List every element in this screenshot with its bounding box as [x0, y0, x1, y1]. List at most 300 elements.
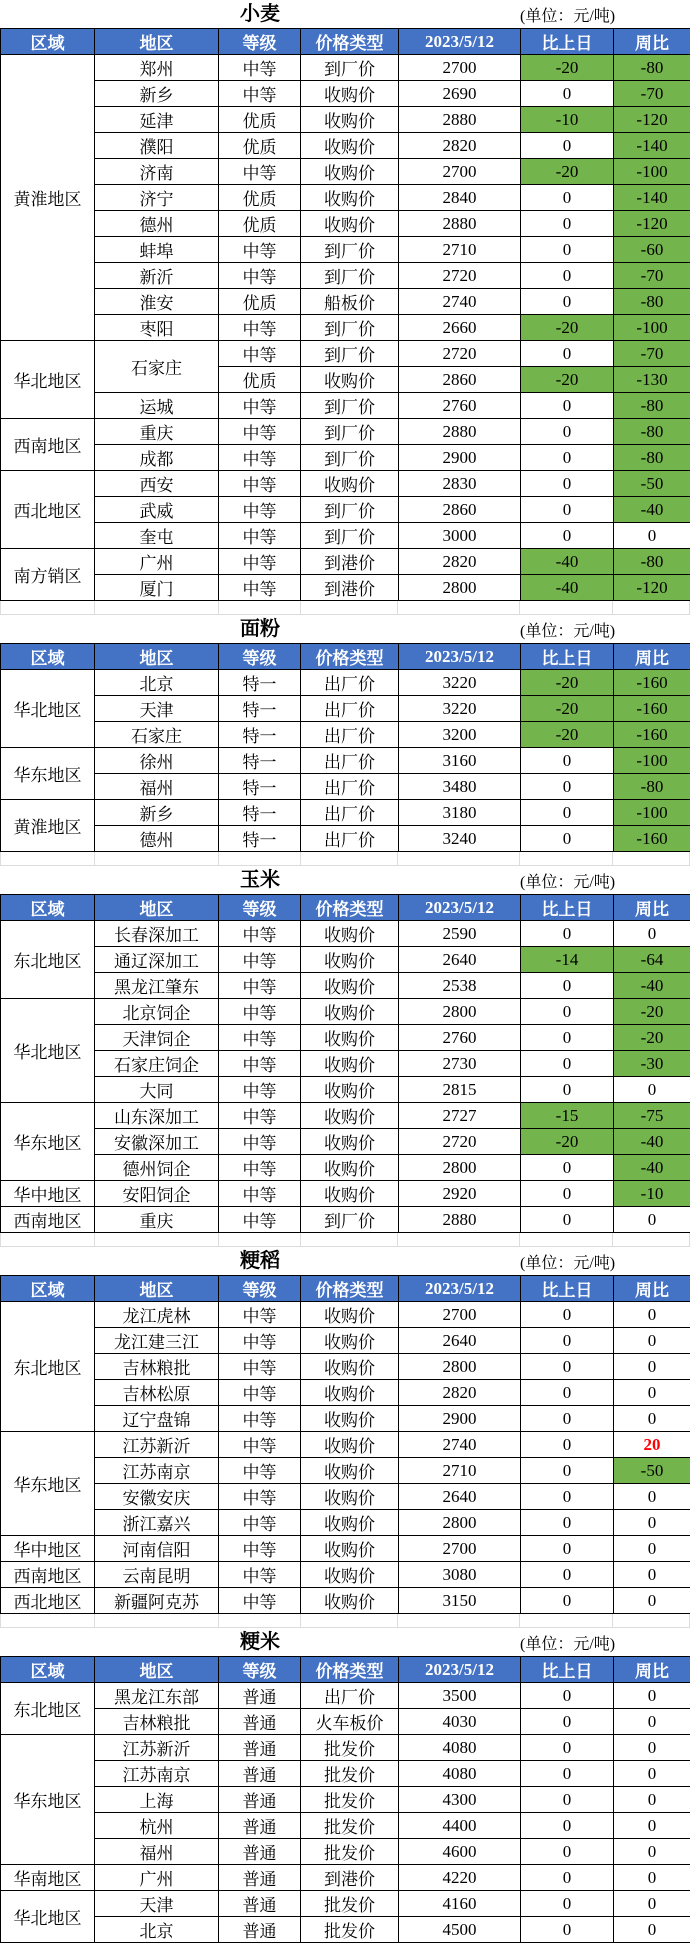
grade-cell: 中等	[219, 445, 301, 471]
region-cell: 黄淮地区	[1, 800, 95, 852]
grade-cell: 中等	[219, 1129, 301, 1155]
week-change-cell: -70	[614, 81, 690, 107]
day-change-cell: 0	[521, 1735, 614, 1761]
price-cell: 2800	[399, 999, 521, 1025]
price-table	[0, 1656, 690, 1943]
price-table-section	[0, 1628, 690, 1943]
spacer-cell	[301, 601, 399, 614]
table-row	[1, 1103, 690, 1129]
table-spacer	[0, 852, 690, 866]
day-change-cell: 0	[521, 1891, 614, 1917]
location-cell: 龙江建三江	[95, 1328, 219, 1354]
price-type-cell: 船板价	[301, 289, 399, 315]
price-cell: 2727	[399, 1103, 521, 1129]
price-type-cell: 收购价	[301, 973, 399, 999]
day-change-cell: 0	[521, 133, 614, 159]
table-row	[1, 341, 690, 367]
location-cell: 蚌埠	[95, 237, 219, 263]
day-change-cell: 0	[521, 1813, 614, 1839]
price-cell: 2690	[399, 81, 521, 107]
table-row	[1, 1536, 690, 1562]
day-change-cell: 0	[521, 774, 614, 800]
day-change-cell: 0	[521, 1865, 614, 1891]
price-type-cell: 收购价	[301, 1484, 399, 1510]
table-row	[1, 185, 690, 211]
price-cell: 2820	[399, 549, 521, 575]
table-row	[1, 55, 690, 81]
table-row	[1, 1839, 690, 1865]
day-change-cell: -20	[521, 159, 614, 185]
day-change-cell: 0	[521, 1787, 614, 1813]
location-cell: 福州	[95, 1839, 219, 1865]
day-change-cell: 0	[521, 1536, 614, 1562]
week-change-cell: -80	[614, 445, 690, 471]
week-change-cell: -40	[614, 1129, 690, 1155]
column-header-2: 等级	[219, 29, 301, 55]
week-change-cell: -50	[614, 471, 690, 497]
price-cell: 2590	[399, 921, 521, 947]
table-row	[1, 1683, 690, 1709]
column-header-6: 周比	[614, 29, 690, 55]
week-change-cell: -80	[614, 549, 690, 575]
region-cell: 华北地区	[1, 1891, 95, 1943]
price-type-cell: 出厂价	[301, 826, 399, 852]
price-type-cell: 收购价	[301, 1458, 399, 1484]
table-row	[1, 800, 690, 826]
location-cell: 江苏南京	[95, 1458, 219, 1484]
table-row	[1, 315, 690, 341]
location-cell: 安徽深加工	[95, 1129, 219, 1155]
price-cell: 4600	[399, 1839, 521, 1865]
table-row	[1, 973, 690, 999]
price-cell: 2800	[399, 1354, 521, 1380]
week-change-cell: -10	[614, 1181, 690, 1207]
table-row	[1, 1709, 690, 1735]
price-cell: 2830	[399, 471, 521, 497]
price-cell: 2860	[399, 497, 521, 523]
location-cell: 新疆阿克苏	[95, 1588, 219, 1614]
week-change-cell: -80	[614, 393, 690, 419]
price-type-cell: 火车板价	[301, 1709, 399, 1735]
price-type-cell: 收购价	[301, 947, 399, 973]
day-change-cell: -15	[521, 1103, 614, 1129]
location-cell: 枣阳	[95, 315, 219, 341]
price-cell: 2700	[399, 55, 521, 81]
price-cell: 4080	[399, 1735, 521, 1761]
week-change-cell: -80	[614, 55, 690, 81]
week-change-cell: -20	[614, 999, 690, 1025]
column-header-3: 价格类型	[301, 1276, 399, 1302]
price-cell: 2840	[399, 185, 521, 211]
location-cell: 杭州	[95, 1813, 219, 1839]
table-row	[1, 670, 690, 696]
table-title-row	[0, 866, 690, 894]
day-change-cell: -20	[521, 367, 614, 393]
grade-cell: 普通	[219, 1813, 301, 1839]
location-cell: 安阳饲企	[95, 1181, 219, 1207]
grade-cell: 普通	[219, 1865, 301, 1891]
week-change-cell: -100	[614, 748, 690, 774]
price-cell: 4300	[399, 1787, 521, 1813]
unit-label: (单位：元/吨)	[520, 1631, 690, 1654]
week-change-cell: 0	[614, 1328, 690, 1354]
price-type-cell: 收购价	[301, 1051, 399, 1077]
grade-cell: 中等	[219, 81, 301, 107]
day-change-cell: 0	[521, 921, 614, 947]
column-header-0: 区域	[1, 1657, 95, 1683]
grade-cell: 中等	[219, 947, 301, 973]
table-row	[1, 921, 690, 947]
column-header-6: 周比	[614, 1276, 690, 1302]
spacer-cell	[219, 852, 301, 865]
column-header-5: 比上日	[521, 1276, 614, 1302]
location-cell: 新乡	[95, 800, 219, 826]
grade-cell: 中等	[219, 1588, 301, 1614]
grade-cell: 特一	[219, 800, 301, 826]
week-change-cell: -160	[614, 826, 690, 852]
price-cell: 2740	[399, 1432, 521, 1458]
spacer-cell	[398, 852, 520, 865]
price-table-section	[0, 615, 690, 852]
price-type-cell: 到厂价	[301, 237, 399, 263]
day-change-cell: 0	[521, 1077, 614, 1103]
column-header-1: 地区	[95, 1657, 219, 1683]
grade-cell: 中等	[219, 341, 301, 367]
table-row	[1, 1051, 690, 1077]
week-change-cell: 0	[614, 1207, 690, 1233]
day-change-cell: 0	[521, 341, 614, 367]
table-row	[1, 1813, 690, 1839]
day-change-cell: 0	[521, 1302, 614, 1328]
day-change-cell: -20	[521, 696, 614, 722]
price-type-cell: 收购价	[301, 211, 399, 237]
grade-cell: 中等	[219, 55, 301, 81]
location-cell: 山东深加工	[95, 1103, 219, 1129]
table-row	[1, 471, 690, 497]
grade-cell: 中等	[219, 1380, 301, 1406]
price-cell: 2800	[399, 1155, 521, 1181]
spacer-cell	[219, 1233, 301, 1246]
location-cell: 新沂	[95, 263, 219, 289]
price-type-cell: 收购价	[301, 921, 399, 947]
grade-cell: 优质	[219, 107, 301, 133]
location-cell: 上海	[95, 1787, 219, 1813]
location-cell: 北京	[95, 670, 219, 696]
week-change-cell: -120	[614, 575, 690, 601]
grade-cell: 优质	[219, 367, 301, 393]
price-type-cell: 批发价	[301, 1839, 399, 1865]
grade-cell: 中等	[219, 1051, 301, 1077]
price-type-cell: 出厂价	[301, 1683, 399, 1709]
week-change-cell: -30	[614, 1051, 690, 1077]
spacer-cell	[0, 852, 95, 865]
week-change-cell: 0	[614, 1865, 690, 1891]
week-change-cell: 0	[614, 1588, 690, 1614]
table-row	[1, 1787, 690, 1813]
grade-cell: 特一	[219, 722, 301, 748]
price-cell: 2815	[399, 1077, 521, 1103]
day-change-cell: 0	[521, 1354, 614, 1380]
price-cell: 2640	[399, 947, 521, 973]
day-change-cell: 0	[521, 185, 614, 211]
table-row	[1, 1562, 690, 1588]
spacer-cell	[398, 601, 520, 614]
spacer-cell	[95, 1614, 219, 1627]
day-change-cell: 0	[521, 1484, 614, 1510]
price-type-cell: 到厂价	[301, 393, 399, 419]
price-type-cell: 收购价	[301, 159, 399, 185]
price-cell: 2700	[399, 1536, 521, 1562]
price-cell: 2640	[399, 1328, 521, 1354]
grade-cell: 特一	[219, 670, 301, 696]
grade-cell: 优质	[219, 211, 301, 237]
price-table	[0, 894, 690, 1233]
price-type-cell: 批发价	[301, 1813, 399, 1839]
location-cell: 西安	[95, 471, 219, 497]
grade-cell: 特一	[219, 774, 301, 800]
price-cell: 3180	[399, 800, 521, 826]
table-row	[1, 289, 690, 315]
table-title: 玉米	[0, 866, 520, 894]
table-row	[1, 419, 690, 445]
day-change-cell: 0	[521, 826, 614, 852]
price-type-cell: 出厂价	[301, 696, 399, 722]
price-cell: 2660	[399, 315, 521, 341]
price-type-cell: 批发价	[301, 1917, 399, 1943]
price-cell: 4220	[399, 1865, 521, 1891]
week-change-cell: 0	[614, 1839, 690, 1865]
day-change-cell: 0	[521, 1207, 614, 1233]
column-header-3: 价格类型	[301, 895, 399, 921]
day-change-cell: -14	[521, 947, 614, 973]
price-type-cell: 收购价	[301, 1077, 399, 1103]
table-title: 粳米	[0, 1628, 520, 1656]
grade-cell: 中等	[219, 237, 301, 263]
price-type-cell: 收购价	[301, 81, 399, 107]
grade-cell: 普通	[219, 1917, 301, 1943]
grade-cell: 普通	[219, 1761, 301, 1787]
header-row	[1, 644, 690, 670]
table-row	[1, 1207, 690, 1233]
table-title-row	[0, 615, 690, 643]
column-header-5: 比上日	[521, 1657, 614, 1683]
price-cell: 4080	[399, 1761, 521, 1787]
location-cell: 浙江嘉兴	[95, 1510, 219, 1536]
grade-cell: 优质	[219, 185, 301, 211]
price-cell: 2880	[399, 211, 521, 237]
price-type-cell: 收购价	[301, 107, 399, 133]
price-cell: 2820	[399, 1380, 521, 1406]
price-cell: 3160	[399, 748, 521, 774]
price-type-cell: 到厂价	[301, 445, 399, 471]
day-change-cell: -20	[521, 1129, 614, 1155]
price-table	[0, 1275, 690, 1614]
price-cell: 2700	[399, 159, 521, 185]
price-cell: 2538	[399, 973, 521, 999]
day-change-cell: 0	[521, 973, 614, 999]
spacer-cell	[301, 1614, 399, 1627]
price-cell: 2730	[399, 1051, 521, 1077]
column-header-4: 2023/5/12	[399, 29, 521, 55]
price-cell: 3000	[399, 523, 521, 549]
table-title-row	[0, 1247, 690, 1275]
location-cell: 重庆	[95, 1207, 219, 1233]
grade-cell: 中等	[219, 1077, 301, 1103]
table-row	[1, 1917, 690, 1943]
grade-cell: 中等	[219, 497, 301, 523]
location-cell: 吉林粮批	[95, 1354, 219, 1380]
week-change-cell: 0	[614, 1787, 690, 1813]
week-change-cell: 0	[614, 1406, 690, 1432]
price-cell: 2860	[399, 367, 521, 393]
location-cell: 厦门	[95, 575, 219, 601]
region-cell: 东北地区	[1, 1683, 95, 1735]
header-row	[1, 895, 690, 921]
price-type-cell: 收购价	[301, 1129, 399, 1155]
grade-cell: 中等	[219, 1207, 301, 1233]
table-row	[1, 1380, 690, 1406]
column-header-1: 地区	[95, 895, 219, 921]
price-cell: 2800	[399, 575, 521, 601]
price-type-cell: 收购价	[301, 1588, 399, 1614]
price-cell: 2900	[399, 445, 521, 471]
price-type-cell: 收购价	[301, 1432, 399, 1458]
column-header-3: 价格类型	[301, 1657, 399, 1683]
grade-cell: 中等	[219, 973, 301, 999]
table-row	[1, 774, 690, 800]
day-change-cell: 0	[521, 211, 614, 237]
week-change-cell: -120	[614, 211, 690, 237]
table-row	[1, 133, 690, 159]
table-row	[1, 1328, 690, 1354]
price-type-cell: 收购价	[301, 1536, 399, 1562]
day-change-cell: 0	[521, 1562, 614, 1588]
table-row	[1, 445, 690, 471]
unit-label: (单位：元/吨)	[520, 618, 690, 641]
table-row	[1, 549, 690, 575]
price-type-cell: 批发价	[301, 1735, 399, 1761]
spacer-cell	[613, 1614, 690, 1627]
day-change-cell: 0	[521, 263, 614, 289]
grade-cell: 中等	[219, 523, 301, 549]
location-cell: 石家庄	[95, 341, 219, 393]
location-cell: 成都	[95, 445, 219, 471]
week-change-cell: 0	[614, 1761, 690, 1787]
week-change-cell: -20	[614, 1025, 690, 1051]
grade-cell: 普通	[219, 1839, 301, 1865]
table-title: 小麦	[0, 0, 520, 28]
table-row	[1, 523, 690, 549]
grade-cell: 普通	[219, 1683, 301, 1709]
day-change-cell: 0	[521, 1761, 614, 1787]
week-change-cell: -100	[614, 315, 690, 341]
table-row	[1, 1588, 690, 1614]
week-change-cell: 0	[614, 1917, 690, 1943]
price-type-cell: 收购价	[301, 1562, 399, 1588]
price-type-cell: 出厂价	[301, 670, 399, 696]
grade-cell: 中等	[219, 159, 301, 185]
price-type-cell: 到厂价	[301, 263, 399, 289]
table-row	[1, 1484, 690, 1510]
day-change-cell: -40	[521, 549, 614, 575]
location-cell: 郑州	[95, 55, 219, 81]
column-header-0: 区域	[1, 644, 95, 670]
location-cell: 重庆	[95, 419, 219, 445]
location-cell: 吉林松原	[95, 1380, 219, 1406]
week-change-cell: 0	[614, 1302, 690, 1328]
location-cell: 江苏新沂	[95, 1735, 219, 1761]
location-cell: 延津	[95, 107, 219, 133]
region-cell: 华东地区	[1, 1735, 95, 1865]
price-type-cell: 批发价	[301, 1761, 399, 1787]
table-row	[1, 1735, 690, 1761]
week-change-cell: -60	[614, 237, 690, 263]
price-cell: 2720	[399, 1129, 521, 1155]
grade-cell: 中等	[219, 1510, 301, 1536]
column-header-3: 价格类型	[301, 29, 399, 55]
table-row	[1, 263, 690, 289]
table-row	[1, 1432, 690, 1458]
spacer-cell	[219, 1614, 301, 1627]
location-cell: 长春深加工	[95, 921, 219, 947]
table-row	[1, 1510, 690, 1536]
price-type-cell: 收购价	[301, 999, 399, 1025]
price-cell: 2900	[399, 1406, 521, 1432]
location-cell: 天津	[95, 696, 219, 722]
region-cell: 华中地区	[1, 1536, 95, 1562]
location-cell: 德州	[95, 211, 219, 237]
table-row	[1, 748, 690, 774]
day-change-cell: -10	[521, 107, 614, 133]
region-cell: 南方销区	[1, 549, 95, 601]
table-spacer	[0, 601, 690, 615]
price-cell: 2880	[399, 107, 521, 133]
spacer-cell	[398, 1614, 520, 1627]
price-table	[0, 28, 690, 601]
week-change-cell: 0	[614, 1380, 690, 1406]
table-row	[1, 159, 690, 185]
grade-cell: 中等	[219, 1025, 301, 1051]
price-cell: 3220	[399, 696, 521, 722]
column-header-4: 2023/5/12	[399, 644, 521, 670]
price-cell: 4030	[399, 1709, 521, 1735]
spacer-cell	[398, 1233, 520, 1246]
spacer-cell	[0, 601, 95, 614]
spacer-cell	[219, 601, 301, 614]
day-change-cell: -40	[521, 575, 614, 601]
day-change-cell: 0	[521, 1683, 614, 1709]
location-cell: 安徽安庆	[95, 1484, 219, 1510]
location-cell: 吉林粮批	[95, 1709, 219, 1735]
price-type-cell: 收购价	[301, 1025, 399, 1051]
price-cell: 2880	[399, 419, 521, 445]
region-cell: 东北地区	[1, 1302, 95, 1432]
location-cell: 广州	[95, 1865, 219, 1891]
table-spacer	[0, 1614, 690, 1628]
column-header-2: 等级	[219, 644, 301, 670]
price-cell: 3200	[399, 722, 521, 748]
week-change-cell: 0	[614, 1562, 690, 1588]
day-change-cell: 0	[521, 1917, 614, 1943]
table-row	[1, 1891, 690, 1917]
grade-cell: 中等	[219, 1155, 301, 1181]
header-row	[1, 29, 690, 55]
location-cell: 云南昆明	[95, 1562, 219, 1588]
day-change-cell: 0	[521, 445, 614, 471]
grade-cell: 中等	[219, 1406, 301, 1432]
price-type-cell: 到厂价	[301, 497, 399, 523]
location-cell: 石家庄	[95, 722, 219, 748]
